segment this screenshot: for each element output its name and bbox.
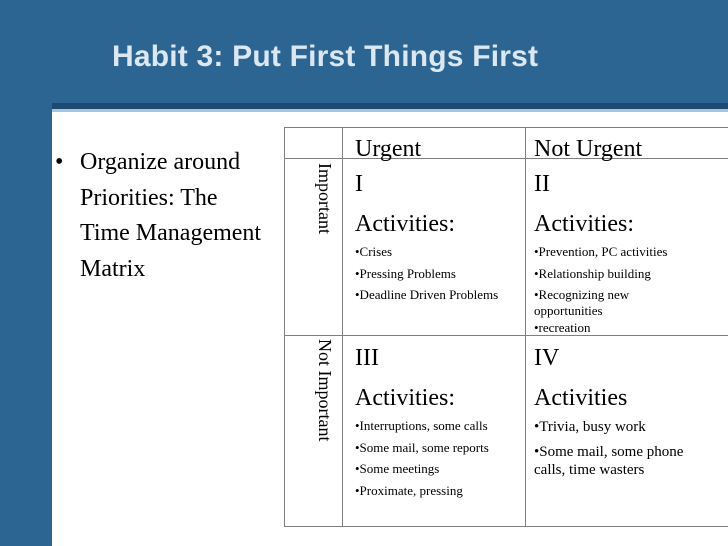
matrix-label-divider <box>342 127 343 527</box>
quadrant-number: IV <box>534 345 560 371</box>
bullet-point <box>55 145 265 287</box>
quadrant-heading: Activities: <box>534 211 634 237</box>
matrix-left-border <box>284 127 285 527</box>
quadrant-items <box>534 244 694 336</box>
matrix-top-border <box>284 127 728 128</box>
quadrant-3 <box>355 345 505 504</box>
list-item: •Relationship building <box>534 265 651 281</box>
list-item: •Recognizing new opportunities <box>534 287 630 318</box>
row-header-not-important: Not Important <box>315 339 335 442</box>
quadrant-items <box>355 244 520 303</box>
quadrant-items <box>534 418 684 479</box>
list-item: •Prevention, PC activities <box>534 244 668 259</box>
list-item: •Interruptions, some calls <box>355 418 488 433</box>
list-item: •Crises <box>355 244 393 259</box>
bullet-icon: • <box>55 149 64 175</box>
list-item: •Deadline Driven Problems <box>355 287 499 302</box>
list-item: •Some meetings <box>355 461 440 476</box>
quadrant-number: III <box>355 345 379 371</box>
time-management-matrix <box>284 127 728 527</box>
list-item: •Some mail, some phone calls, time wasters <box>534 444 684 478</box>
quadrant-heading: Activities: <box>355 211 455 237</box>
list-item: •Pressing Problems <box>355 265 456 281</box>
list-item: •Some mail, some reports <box>355 439 489 455</box>
quadrant-2 <box>534 171 694 342</box>
col-header-urgent: Urgent <box>355 136 422 162</box>
quadrant-heading: Activities <box>534 385 628 411</box>
quadrant-4 <box>534 345 684 486</box>
quadrant-number: II <box>534 171 550 197</box>
banner-rule-light <box>52 109 728 112</box>
list-item: •Proximate, pressing <box>355 482 463 498</box>
bullet-text: Organize around Priorities: The Time Management Matrix <box>80 149 262 282</box>
matrix-bottom-border <box>284 526 728 527</box>
row-header-important: Important <box>315 163 335 234</box>
list-item: •recreation <box>534 320 591 335</box>
quadrant-heading: Activities: <box>355 385 455 411</box>
slide-title: Habit 3: Put First Things First <box>112 40 539 73</box>
matrix-header-divider <box>284 158 728 159</box>
quadrant-1 <box>355 171 520 309</box>
quadrant-items <box>355 418 505 498</box>
matrix-column-divider <box>525 127 526 527</box>
col-header-not-urgent: Not Urgent <box>534 136 643 162</box>
list-item: •Trivia, busy work <box>534 419 646 435</box>
quadrant-number: I <box>355 171 363 197</box>
